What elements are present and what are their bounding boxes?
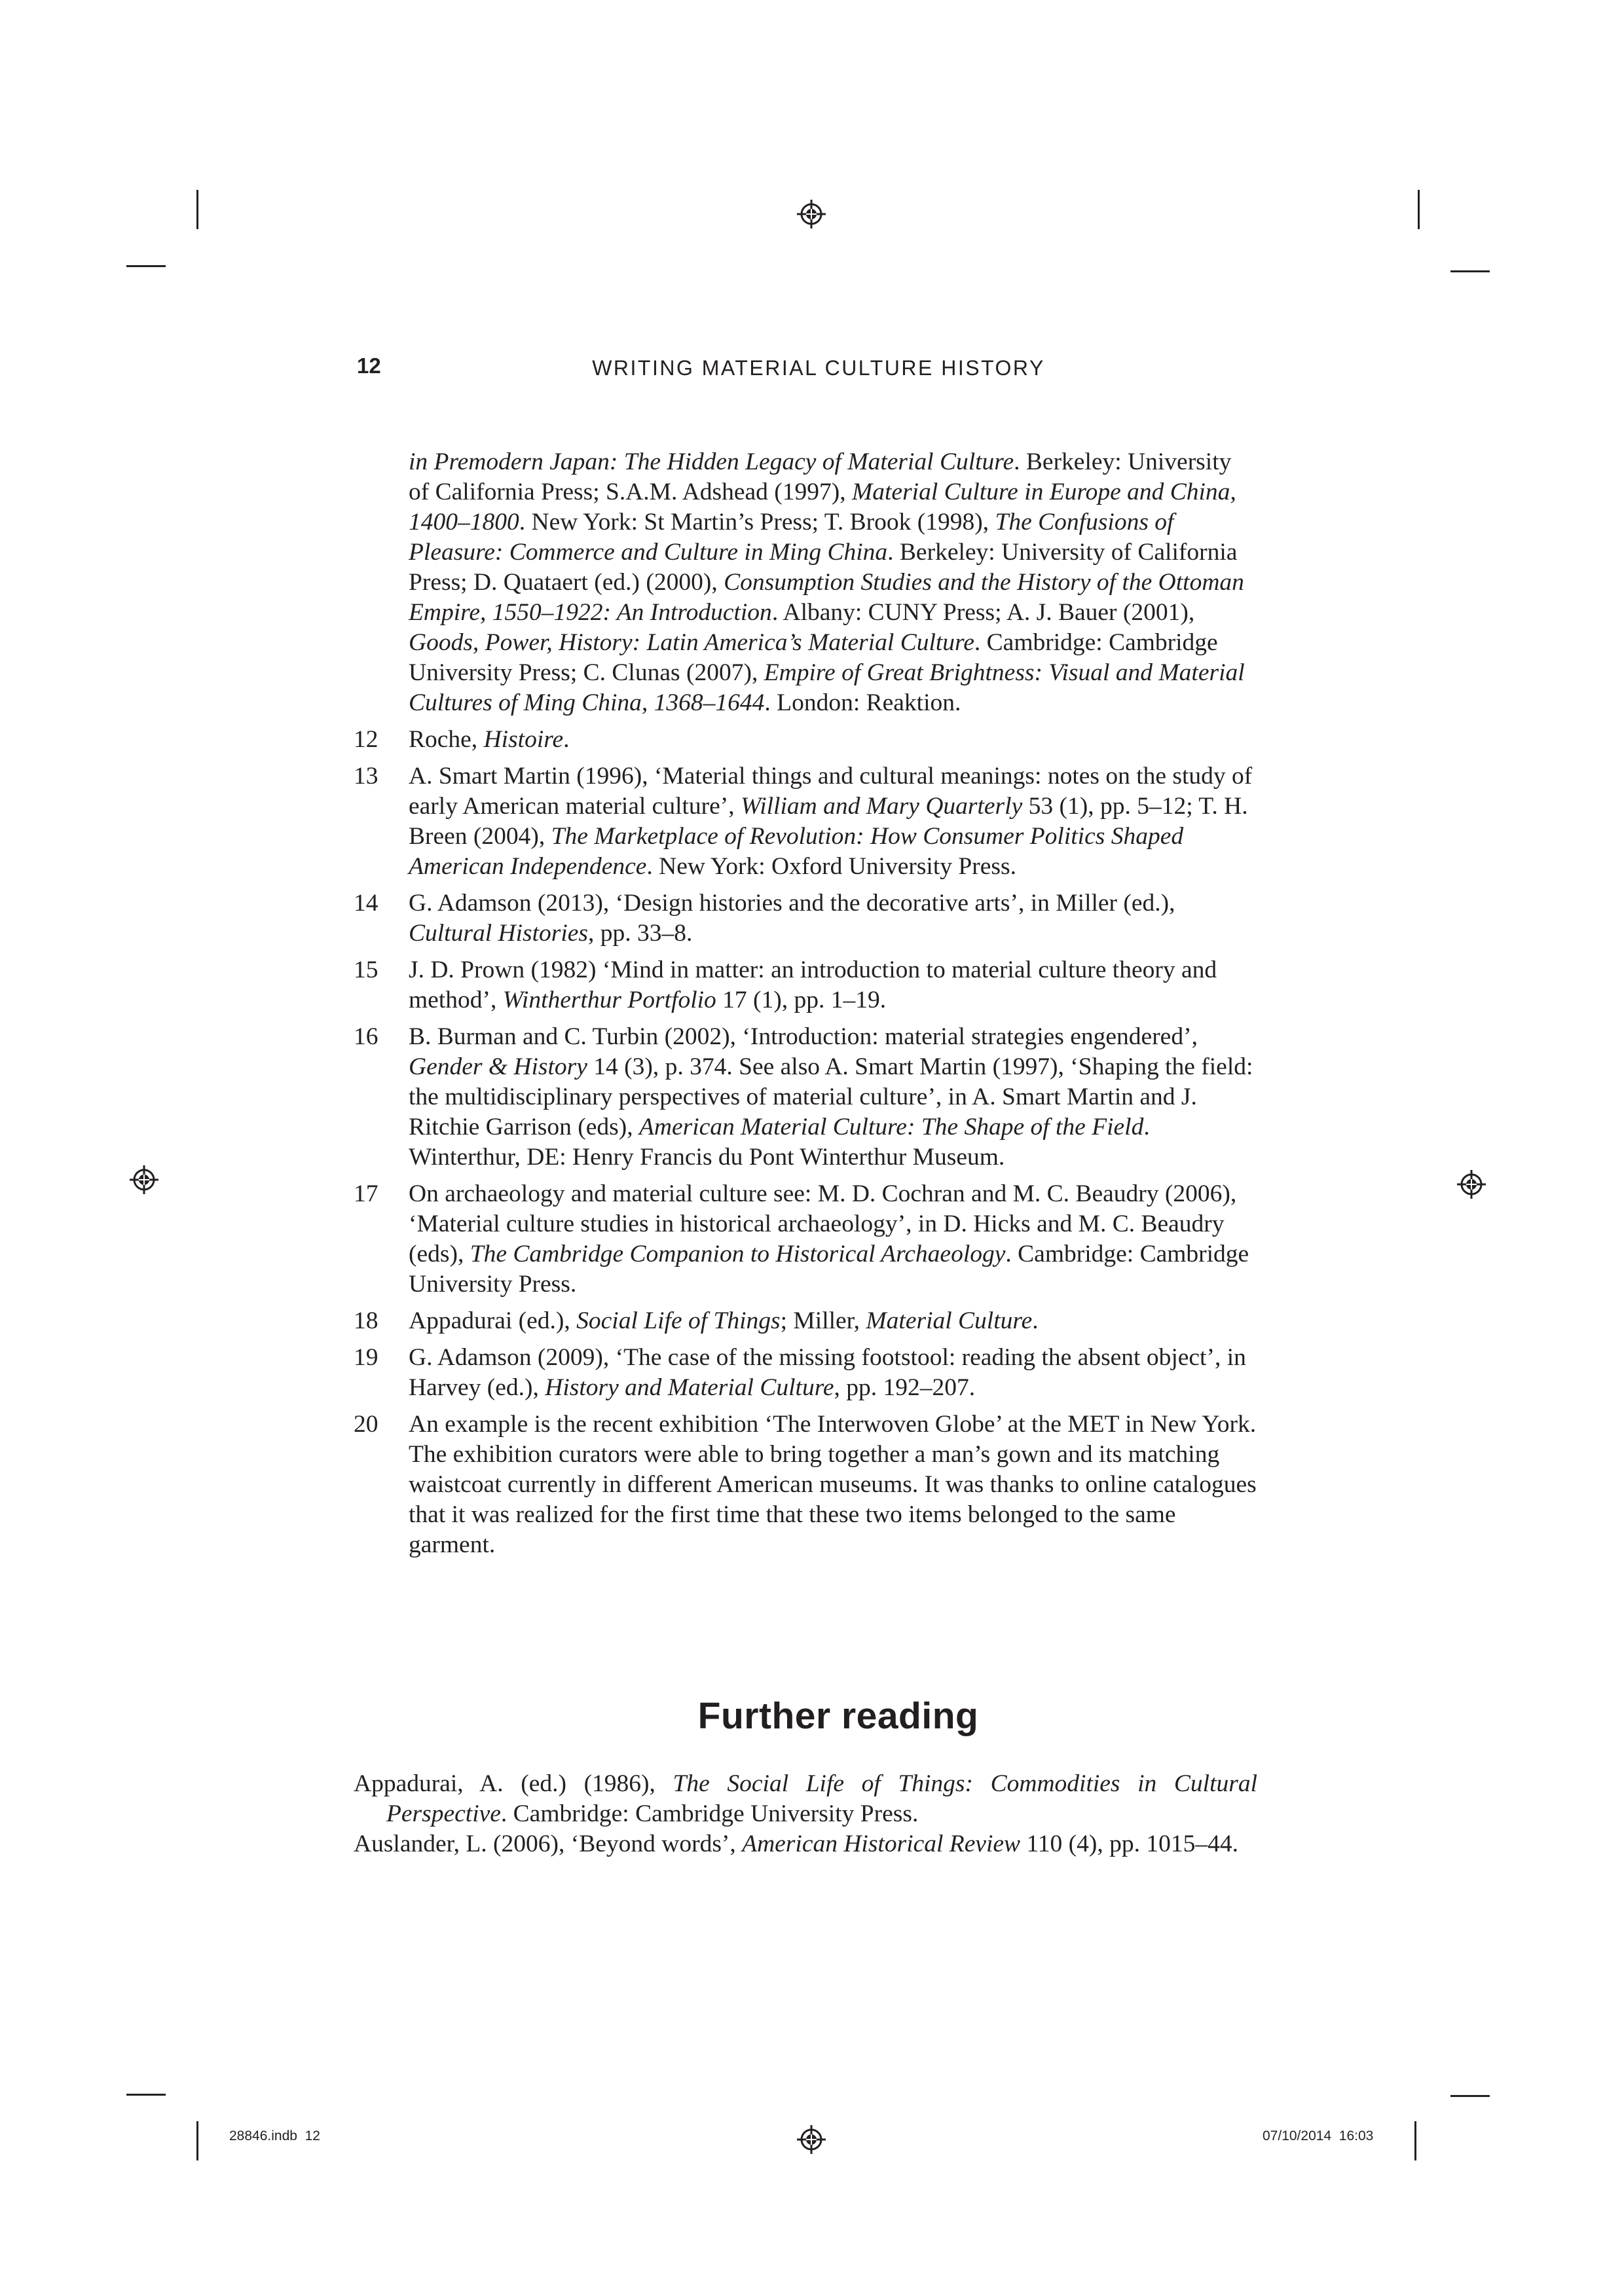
endnote-text: in Premodern Japan: The Hidden Legacy of Material Culture. Berkeley: University of California Press; S.A.M. Adshead (1997), Material Culture in Europe and China, 1400–1800. New York: St Martin’s Press; T. Brook (1998), The Confusions of Pleasure: Commerce and Culture in Ming China. Berkeley: University of California Press; D. Quataert (ed.) (2000), Consumption Studies and the History of the Ottoman Empire, 1550–1922: An Introduction. Albany: CUNY Press; A. J. Bauer (2001), Goods, Power, History: Latin America’s Material Culture. Cambridge: Cambridge University Press; C. Clunas (2007), Empire of Great Brightness: Visual and Material Cultures of Ming China, 1368–1644. London: Reaktion. bbox=[409, 448, 1245, 716]
endnote bbox=[354, 1343, 1257, 1403]
registration-mark-icon bbox=[797, 200, 826, 228]
endnote bbox=[354, 447, 1257, 718]
endnote-text: Roche, Histoire. bbox=[409, 726, 570, 753]
further-reading-list bbox=[354, 1769, 1257, 1859]
endnote bbox=[354, 1179, 1257, 1300]
endnote-number: 17 bbox=[354, 1180, 378, 1207]
running-head bbox=[357, 354, 1254, 393]
slug-time: 16:03 bbox=[1338, 2128, 1374, 2143]
endnote-number: 14 bbox=[354, 890, 378, 917]
endnote-text: Appadurai (ed.), Social Life of Things; Miller, Material Culture. bbox=[409, 1307, 1039, 1334]
endnote bbox=[354, 1022, 1257, 1173]
endnote-text: G. Adamson (2013), ‘Design histories and the decorative arts’, in Miller (ed.), Cultural Histories, pp. 33–8. bbox=[409, 890, 1175, 947]
endnote-text: A. Smart Martin (1996), ‘Material things and cultural meanings: notes on the study of early American material culture’, William and Mary Quarterly 53 (1), pp. 5–12; T. H. Breen (2004), The Marketplace of Revolution: How Consumer Politics Shaped American Independence. New York: Oxford University Press. bbox=[409, 763, 1253, 880]
endnote bbox=[354, 955, 1257, 1015]
crop-mark-bottom-right-horizontal bbox=[1450, 2095, 1490, 2097]
endnote-number: 12 bbox=[354, 726, 378, 753]
endnote-number: 13 bbox=[354, 763, 378, 790]
crop-mark-top-left-vertical bbox=[196, 190, 198, 229]
endnote-text: An example is the recent exhibition ‘The Interwoven Globe’ at the MET in New York. The exhibition curators were able to bring together a man’s gown and its matching waistcoat currently in different American museums. It was thanks to online catalogues that it was realized for the first time that these two items belonged to the same garment. bbox=[409, 1411, 1257, 1558]
registration-mark-icon bbox=[1457, 1170, 1486, 1199]
crop-mark-bottom-right-vertical bbox=[1414, 2121, 1416, 2160]
endnote-text: On archaeology and material culture see: M. D. Cochran and M. C. Beaudry (2006), ‘Material culture studies in historical archaeology’, in D. Hicks and M. C. Beaudry (eds), The Cambridge Companion to Historical Archaeology. Cambridge: Cambridge University Press. bbox=[409, 1180, 1249, 1298]
slug-date: 07/10/2014 bbox=[1263, 2128, 1332, 2143]
endnote-number: 18 bbox=[354, 1307, 378, 1334]
crop-mark-top-left-horizontal bbox=[126, 265, 166, 267]
endnote-text: J. D. Prown (1982) ‘Mind in matter: an introduction to material culture theory and method’, Wintherthur Portfolio 17 (1), pp. 1–19. bbox=[409, 957, 1217, 1013]
crop-mark-top-right-vertical bbox=[1418, 190, 1420, 229]
endnote-number: 20 bbox=[354, 1411, 378, 1438]
endnote-number: 16 bbox=[354, 1023, 378, 1050]
slug-file-info bbox=[229, 2128, 320, 2144]
crop-mark-top-right-horizontal bbox=[1450, 270, 1490, 272]
page-number: 12 bbox=[357, 354, 381, 378]
endnote-text: B. Burman and C. Turbin (2002), ‘Introduction: material strategies engendered’, Gender & History 14 (3), p. 374. See also A. Smart Martin (1997), ‘Shaping the field: the multidisciplinary perspectives of material culture’, in A. Smart Martin and J. Ritchie Garrison (eds), American Material Culture: The Shape of the Field. Winterthur, DE: Henry Francis du Pont Winterthur Museum. bbox=[409, 1023, 1253, 1171]
endnote-number: 19 bbox=[354, 1344, 378, 1371]
endnote-text: G. Adamson (2009), ‘The case of the missing footstool: reading the absent object’, in Harvey (ed.), History and Material Culture, pp. 192–207. bbox=[409, 1344, 1246, 1401]
crop-mark-bottom-left-horizontal bbox=[126, 2094, 166, 2096]
running-title: WRITING MATERIAL CULTURE HISTORY bbox=[592, 356, 1045, 380]
endnotes-list bbox=[354, 447, 1257, 1567]
endnote bbox=[354, 1306, 1257, 1336]
bibliography-entry: Auslander, L. (2006), ‘Beyond words’, American Historical Review 110 (4), pp. 1015–44. bbox=[354, 1831, 1239, 1857]
registration-mark-icon bbox=[797, 2125, 826, 2154]
slug-timestamp bbox=[1263, 2128, 1373, 2144]
endnote bbox=[354, 888, 1257, 949]
endnote-number: 15 bbox=[354, 957, 378, 983]
slug-page: 12 bbox=[304, 2128, 320, 2143]
endnote bbox=[354, 761, 1257, 882]
endnote bbox=[354, 725, 1257, 755]
bibliography-entry: Appadurai, A. (ed.) (1986), The Social Life of Things: Commodities in Cultural Perspective. Cambridge: Cambridge University Press. bbox=[354, 1770, 1258, 1827]
slug-filename: 28846.indb bbox=[229, 2128, 297, 2143]
further-reading-heading: Further reading bbox=[697, 1695, 979, 1737]
crop-mark-bottom-left-vertical bbox=[196, 2121, 198, 2160]
endnote bbox=[354, 1410, 1257, 1560]
registration-mark-icon bbox=[130, 1165, 158, 1194]
